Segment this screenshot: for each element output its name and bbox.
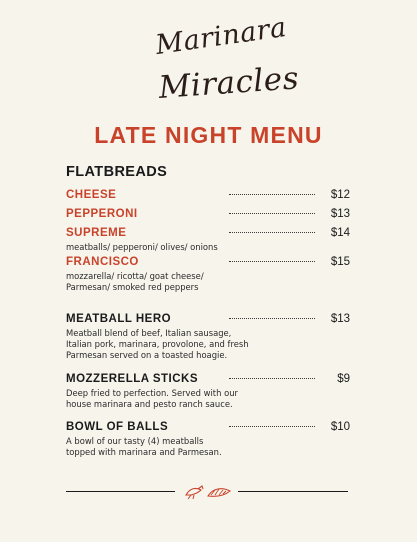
item-price: $13 [330,313,350,325]
item-name: MEATBALL HERO [66,313,172,325]
dotted-leader [229,194,315,195]
item-description: meatballs/ pepperoni/ olives/ onions [66,242,218,252]
menu-item-francisco [66,256,350,293]
item-name: PEPPERONI [66,208,138,220]
dotted-leader [229,318,315,319]
footer-divider-left [66,491,175,492]
menu-item-mozzerella-sticks [66,373,350,410]
item-name: BOWL OF BALLS [66,421,169,433]
item-name: MOZZERELLA STICKS [66,373,199,385]
brand-logo [152,11,301,112]
item-price: $14 [330,227,350,239]
item-description: Deep fried to perfection. Served with our house marinara and pesto ranch sauce. [66,388,238,409]
section-title-flatbreads: FLATBREADS [66,164,168,180]
item-description: mozzarella/ ricotta/ goat cheese/ Parmesan/ smoked red peppers [66,271,204,292]
item-name: FRANCISCO [66,256,139,268]
bird-and-leaf-ornament-icon [182,482,234,500]
menu-item-bowl-of-balls [66,421,350,458]
logo-line-1: Marinara [153,11,289,61]
menu-item-supreme [66,227,350,253]
menu-title: LATE NIGHT MENU [94,122,323,148]
item-price: $13 [330,208,350,220]
dotted-leader [229,378,315,379]
item-price: $15 [330,256,350,268]
item-name: SUPREME [66,227,127,239]
menu-item-meatball-hero [66,313,350,361]
dotted-leader [229,232,315,233]
item-description: A bowl of our tasty (4) meatballs topped with marinara and Parmesan. [66,436,222,457]
item-price: $9 [337,373,350,385]
dotted-leader [229,426,315,427]
item-price: $12 [330,189,350,201]
dotted-leader [229,261,315,262]
item-name: CHEESE [66,189,117,201]
dotted-leader [229,213,315,214]
item-description: Meatball blend of beef, Italian sausage, Italian pork, marinara, provolone, and fresh Parmesan served on a toasted hoagie. [66,328,249,360]
footer-divider-right [238,491,348,492]
menu-item-cheese [66,189,350,205]
logo-line-2: Miracles [157,60,301,106]
menu-item-pepperoni [66,208,350,224]
item-price: $10 [330,421,350,433]
